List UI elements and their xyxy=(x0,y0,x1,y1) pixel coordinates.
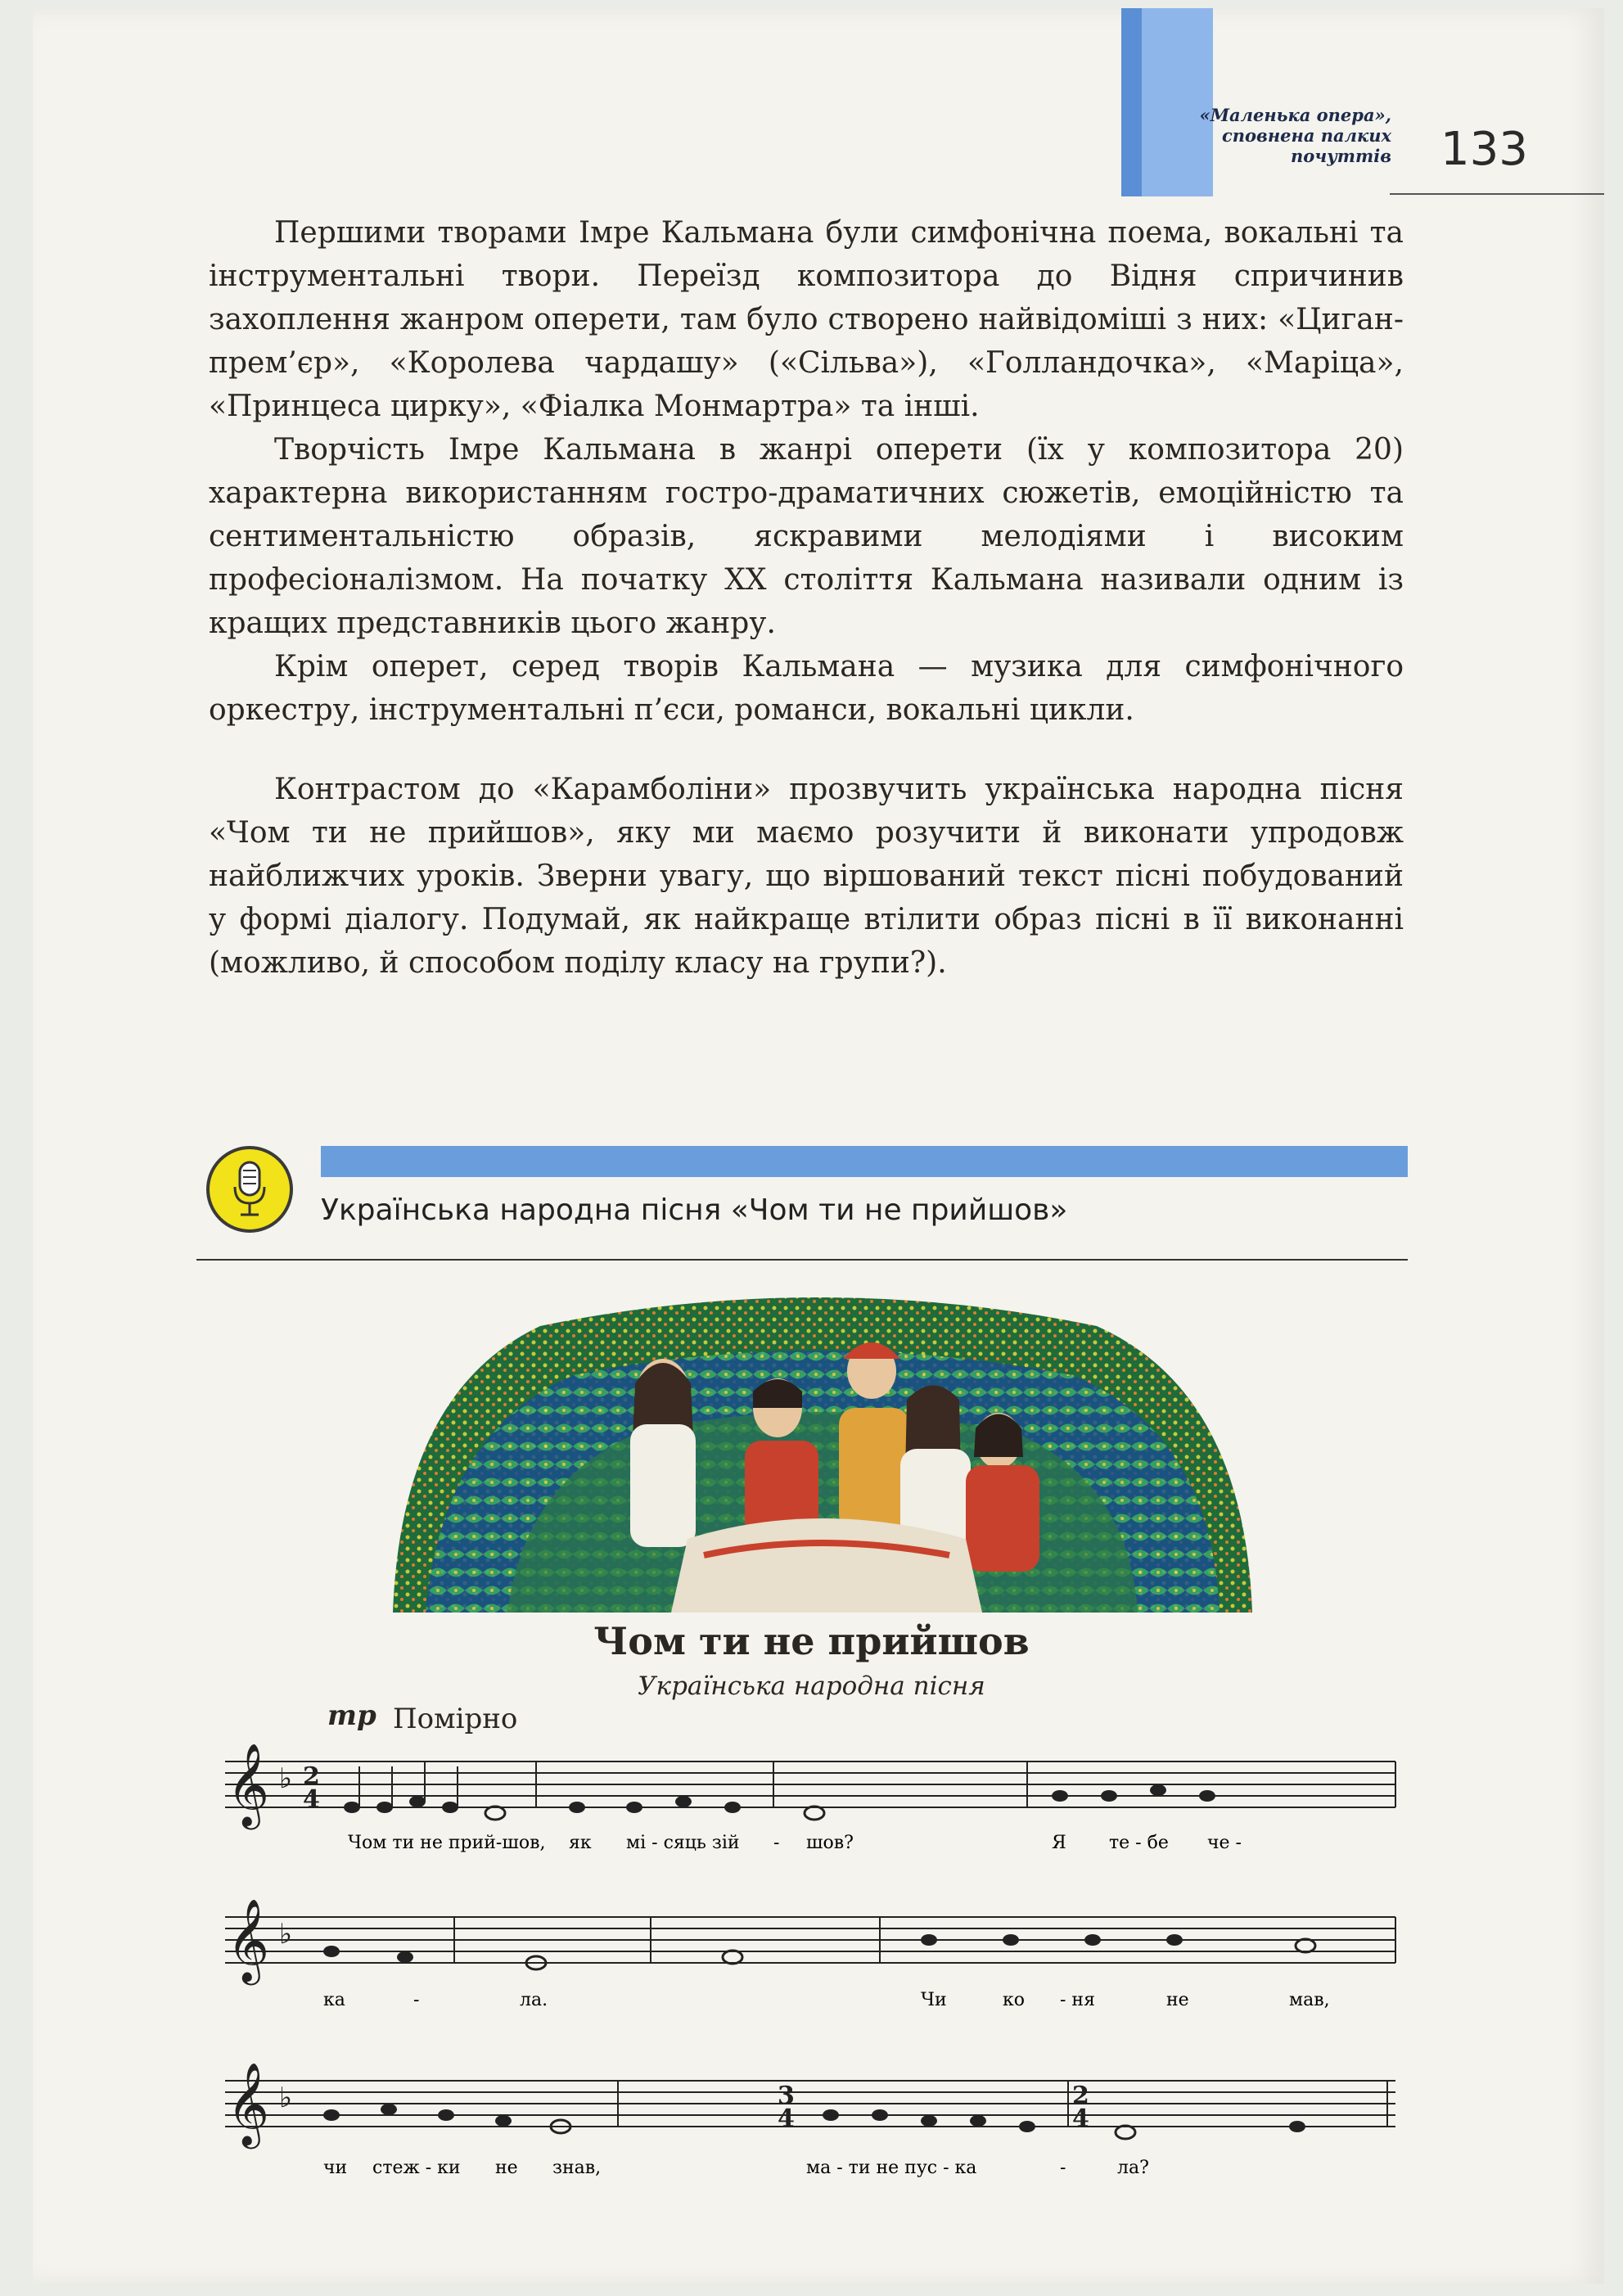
svg-text:4: 4 xyxy=(778,2104,795,2133)
svg-text:𝄞: 𝄞 xyxy=(227,2061,270,2145)
running-head xyxy=(1121,105,1391,166)
staff-lines xyxy=(225,1761,1395,2127)
lyric-syllable: - xyxy=(413,1990,420,2010)
song-subtitle: Українська народна пісня xyxy=(638,1671,985,1701)
lyric-syllable: ла? xyxy=(1117,2158,1149,2178)
lyric-syllable: - ня xyxy=(1060,1990,1095,2010)
header-color-band-light xyxy=(1142,8,1213,196)
section-header-bar xyxy=(321,1146,1408,1177)
lyric-syllable: че - xyxy=(1207,1833,1242,1853)
lyric-syllable: мі - сяць зій xyxy=(626,1833,740,1853)
body-text xyxy=(209,211,1404,985)
svg-text:3: 3 xyxy=(778,2082,795,2110)
lyric-syllable: - xyxy=(773,1833,780,1853)
running-head-line: сповнена палких xyxy=(1222,125,1391,146)
running-head-line: «Маленька опера», xyxy=(1199,105,1391,125)
lyric-syllable: мав, xyxy=(1289,1990,1330,2010)
lyric-syllable: Я xyxy=(1052,1833,1066,1853)
svg-text:𝄞: 𝄞 xyxy=(227,1742,270,1826)
svg-text:4: 4 xyxy=(303,1785,320,1814)
lyric-syllable: чи xyxy=(323,2158,348,2178)
lyric-syllable: не xyxy=(495,2158,518,2178)
paragraph: Контрастом до «Карамболіни» прозвучить українська народна пісня «Чом ти не прийшов», яку ми маємо розучити й виконати упродовж найближчих уроків. Зверни увагу, що віршований текст пісні побудований у формі діалогу. Подумай, як найкраще втілити образ пісні в її виконанні (можливо, й способом поділу класу на групи?). xyxy=(209,773,1404,980)
svg-text:2: 2 xyxy=(1072,2082,1089,2110)
running-head-line: почуттів xyxy=(1290,146,1391,166)
lyric-syllable: знав, xyxy=(552,2158,602,2178)
header-rule xyxy=(1390,193,1604,195)
paragraph: Творчість Імре Кальмана в жанрі оперети (їх у композитора 20) характерна використанням гостро-драматичних сюжетів, емоційністю та сентиментальністю образів, яскравими мелодіями і високим професіоналізмом. На початку XX століття Кальмана називали одним із кращих представників цього жанру. xyxy=(209,433,1404,640)
lyric-syllable: ла. xyxy=(520,1990,548,2010)
svg-text:♭: ♭ xyxy=(279,1762,293,1795)
sheet-music xyxy=(209,1727,1412,2194)
section-rule xyxy=(196,1259,1408,1261)
svg-text:4: 4 xyxy=(1072,2104,1089,2133)
lyric-syllable: шов? xyxy=(806,1833,854,1853)
lyric-syllable: те - бе xyxy=(1109,1833,1169,1853)
lyric-syllable: Чом ти не прий-шов, xyxy=(348,1833,546,1853)
svg-text:♭: ♭ xyxy=(279,1918,293,1951)
lyric-syllable: ко xyxy=(1003,1990,1025,2010)
lyric-syllable: як xyxy=(569,1833,592,1853)
tempo-marking: Помірно xyxy=(393,1703,518,1735)
paragraph: Першими творами Імре Кальмана були симфонічна поема, вокальні та інструментальні твори. Переїзд композитора до Відня спричинив захоплення жанром оперети, там було створено найвідоміші з них: «Циган-прем’єр», «Королева чардашу» («Сільва»), «Голландочка», «Маріца», «Принцеса цирку», «Фіалка Монмартра» та інші. xyxy=(209,216,1404,423)
folk-illustration xyxy=(393,1293,1252,1613)
lyric-syllable: Чи xyxy=(921,1990,947,2010)
lyric-syllable: ка xyxy=(323,1990,345,2010)
paragraph: Крім оперет, серед творів Кальмана — музика для симфонічного оркестру, інструментальні п’єси, романси, вокальні цикли. xyxy=(209,650,1404,727)
song-title: Чом ти не прийшов xyxy=(593,1619,1030,1663)
lyric-syllable: - xyxy=(1060,2158,1066,2178)
lyric-syllable: ма - ти не пус - ка xyxy=(806,2158,977,2178)
microphone-icon xyxy=(206,1146,293,1233)
svg-text:𝄞: 𝄞 xyxy=(227,1897,270,1982)
svg-text:2: 2 xyxy=(303,1762,320,1791)
lyric-syllable: не xyxy=(1166,1990,1189,2010)
lyric-syllable: стеж - ки xyxy=(372,2158,461,2178)
section-title: Українська народна пісня «Чом ти не прийшов» xyxy=(321,1193,1068,1227)
svg-text:♭: ♭ xyxy=(279,2082,293,2114)
dynamic-marking: mp xyxy=(327,1699,376,1732)
notes xyxy=(323,1761,1315,2139)
page-number: 133 xyxy=(1440,123,1528,176)
